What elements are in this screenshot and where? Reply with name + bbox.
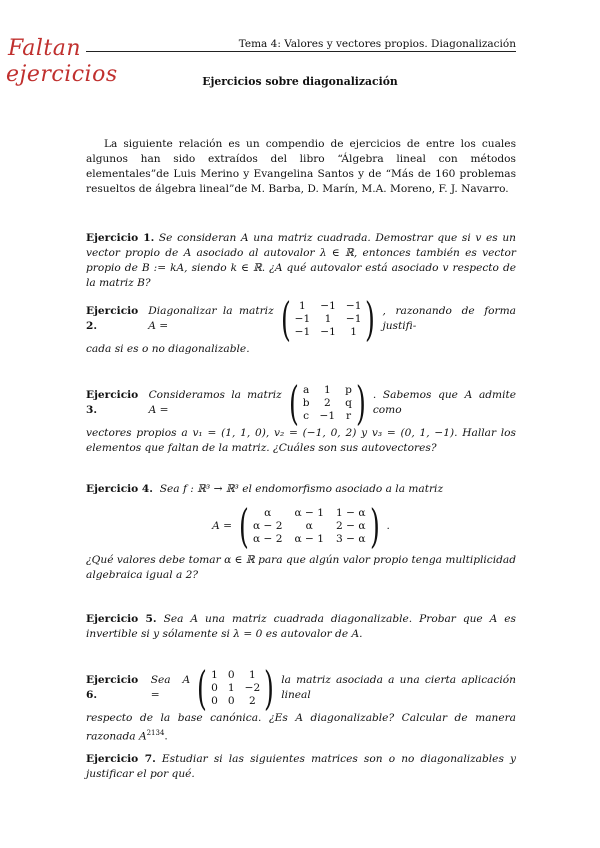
exercise-statement: Sea A = — [150, 674, 191, 701]
equation-end: . — [386, 519, 390, 532]
exercise-7 — [86, 752, 516, 782]
matrix: ( a 1 p b 2 q c −1 r ) — [288, 376, 366, 430]
exercise-text: Se consideran A una matriz cuadrada. Demostrar que si v es un vector propio de A asociado al autovalor λ ∈ ℝ, entonces también es vector propio de B := kA, siendo k ∈ ℝ. ¿A qué autovalor está asociado v respecto de la matriz B? — [86, 232, 516, 289]
exercise-statement-tail: , razonando de forma justifi- — [382, 305, 516, 332]
matrix: ( 1 0 1 0 1 −2 0 0 2 ) — [197, 661, 275, 715]
exercise-3 — [86, 376, 516, 456]
exercise-text: Sea A una matriz cuadrada diagonalizable. Probar que A es invertible si y sólamente si λ = 0 es autovalor de A. — [86, 613, 516, 640]
equation-lhs: A = — [212, 519, 233, 532]
exercise-2 — [86, 292, 516, 357]
header-rule — [86, 51, 516, 52]
exercise-label: Ejercicio 2. — [86, 305, 139, 332]
exercise-5 — [86, 612, 516, 642]
exponent: 2134 — [146, 729, 165, 737]
exercise-statement-tail: la matriz asociada a una cierta aplicación lineal — [281, 674, 516, 701]
exercise-continuation: respecto de la base canónica. ¿Es A diagonalizable? Calcular de manera razonada $A^{2134}$. — [86, 712, 516, 743]
exercise-continuation: vectores propios a v₁ = (1, 1, 0), v₂ = (−1, 0, 2) y v₃ = (0, 1, −1). Hallar los elementos que faltan de la matriz. ¿Cuáles son sus autovectores? — [86, 427, 516, 454]
exercise-statement: Sea f : ℝ³ → ℝ³ el endomorfismo asociado a la matriz — [159, 483, 444, 495]
matrix: ( α α − 1 1 − α α − 2 α 2 − α α − 2 α − 1 3 − α ) — [239, 499, 380, 553]
exercise-label: Ejercicio 1. — [86, 232, 155, 244]
exercise-label: Ejercicio 7. — [86, 753, 156, 765]
display-equation — [86, 499, 516, 553]
exercise-1 — [86, 231, 516, 291]
handwritten-note-line1: Faltan — [8, 36, 82, 61]
exercise-label: Ejercicio 5. — [86, 613, 157, 625]
exercise-question: ¿Qué valores debe tomar α ∈ ℝ para que algún valor propio tenga multiplicidad algebraica igual a 2? — [86, 554, 516, 581]
handwritten-note-line2: ejercicios — [6, 62, 118, 87]
exercise-text: Estudiar si las siguientes matrices son o no diagonalizables y justificar el por qué. — [86, 753, 516, 780]
matrix: ( 1 −1 −1 −1 1 −1 −1 −1 1 ) — [280, 292, 376, 346]
exercise-label: Ejercicio 4. — [86, 483, 153, 495]
document-title: Ejercicios sobre diagonalización — [202, 75, 398, 88]
intro-paragraph: La siguiente relación es un compendio de ejercicios de entre los cuales algunos han sido extraídos del libro “Álgebra lineal con métodos elementales”de Luis Merino y Evangelina Santos y de “Más de 160 problemas resueltos de álgebra lineal”de M. Barba, D. Marín, M.A. Moreno, F. J. Navarro. — [86, 138, 516, 195]
running-header: Tema 4: Valores y vectores propios. Diagonalización — [238, 38, 516, 50]
exercise-label: Ejercicio 6. — [86, 674, 139, 701]
exercise-statement: Diagonalizar la matriz A = — [148, 305, 274, 332]
exercise-continuation: cada si es o no diagonalizable. — [86, 343, 250, 355]
exercise-statement-tail: . Sabemos que A admite como — [372, 389, 516, 416]
exercise-label: Ejercicio 3. — [86, 389, 139, 416]
exercise-6 — [86, 661, 516, 745]
exercise-4 — [86, 482, 516, 583]
exercise-statement: Consideramos la matriz A = — [148, 389, 282, 416]
